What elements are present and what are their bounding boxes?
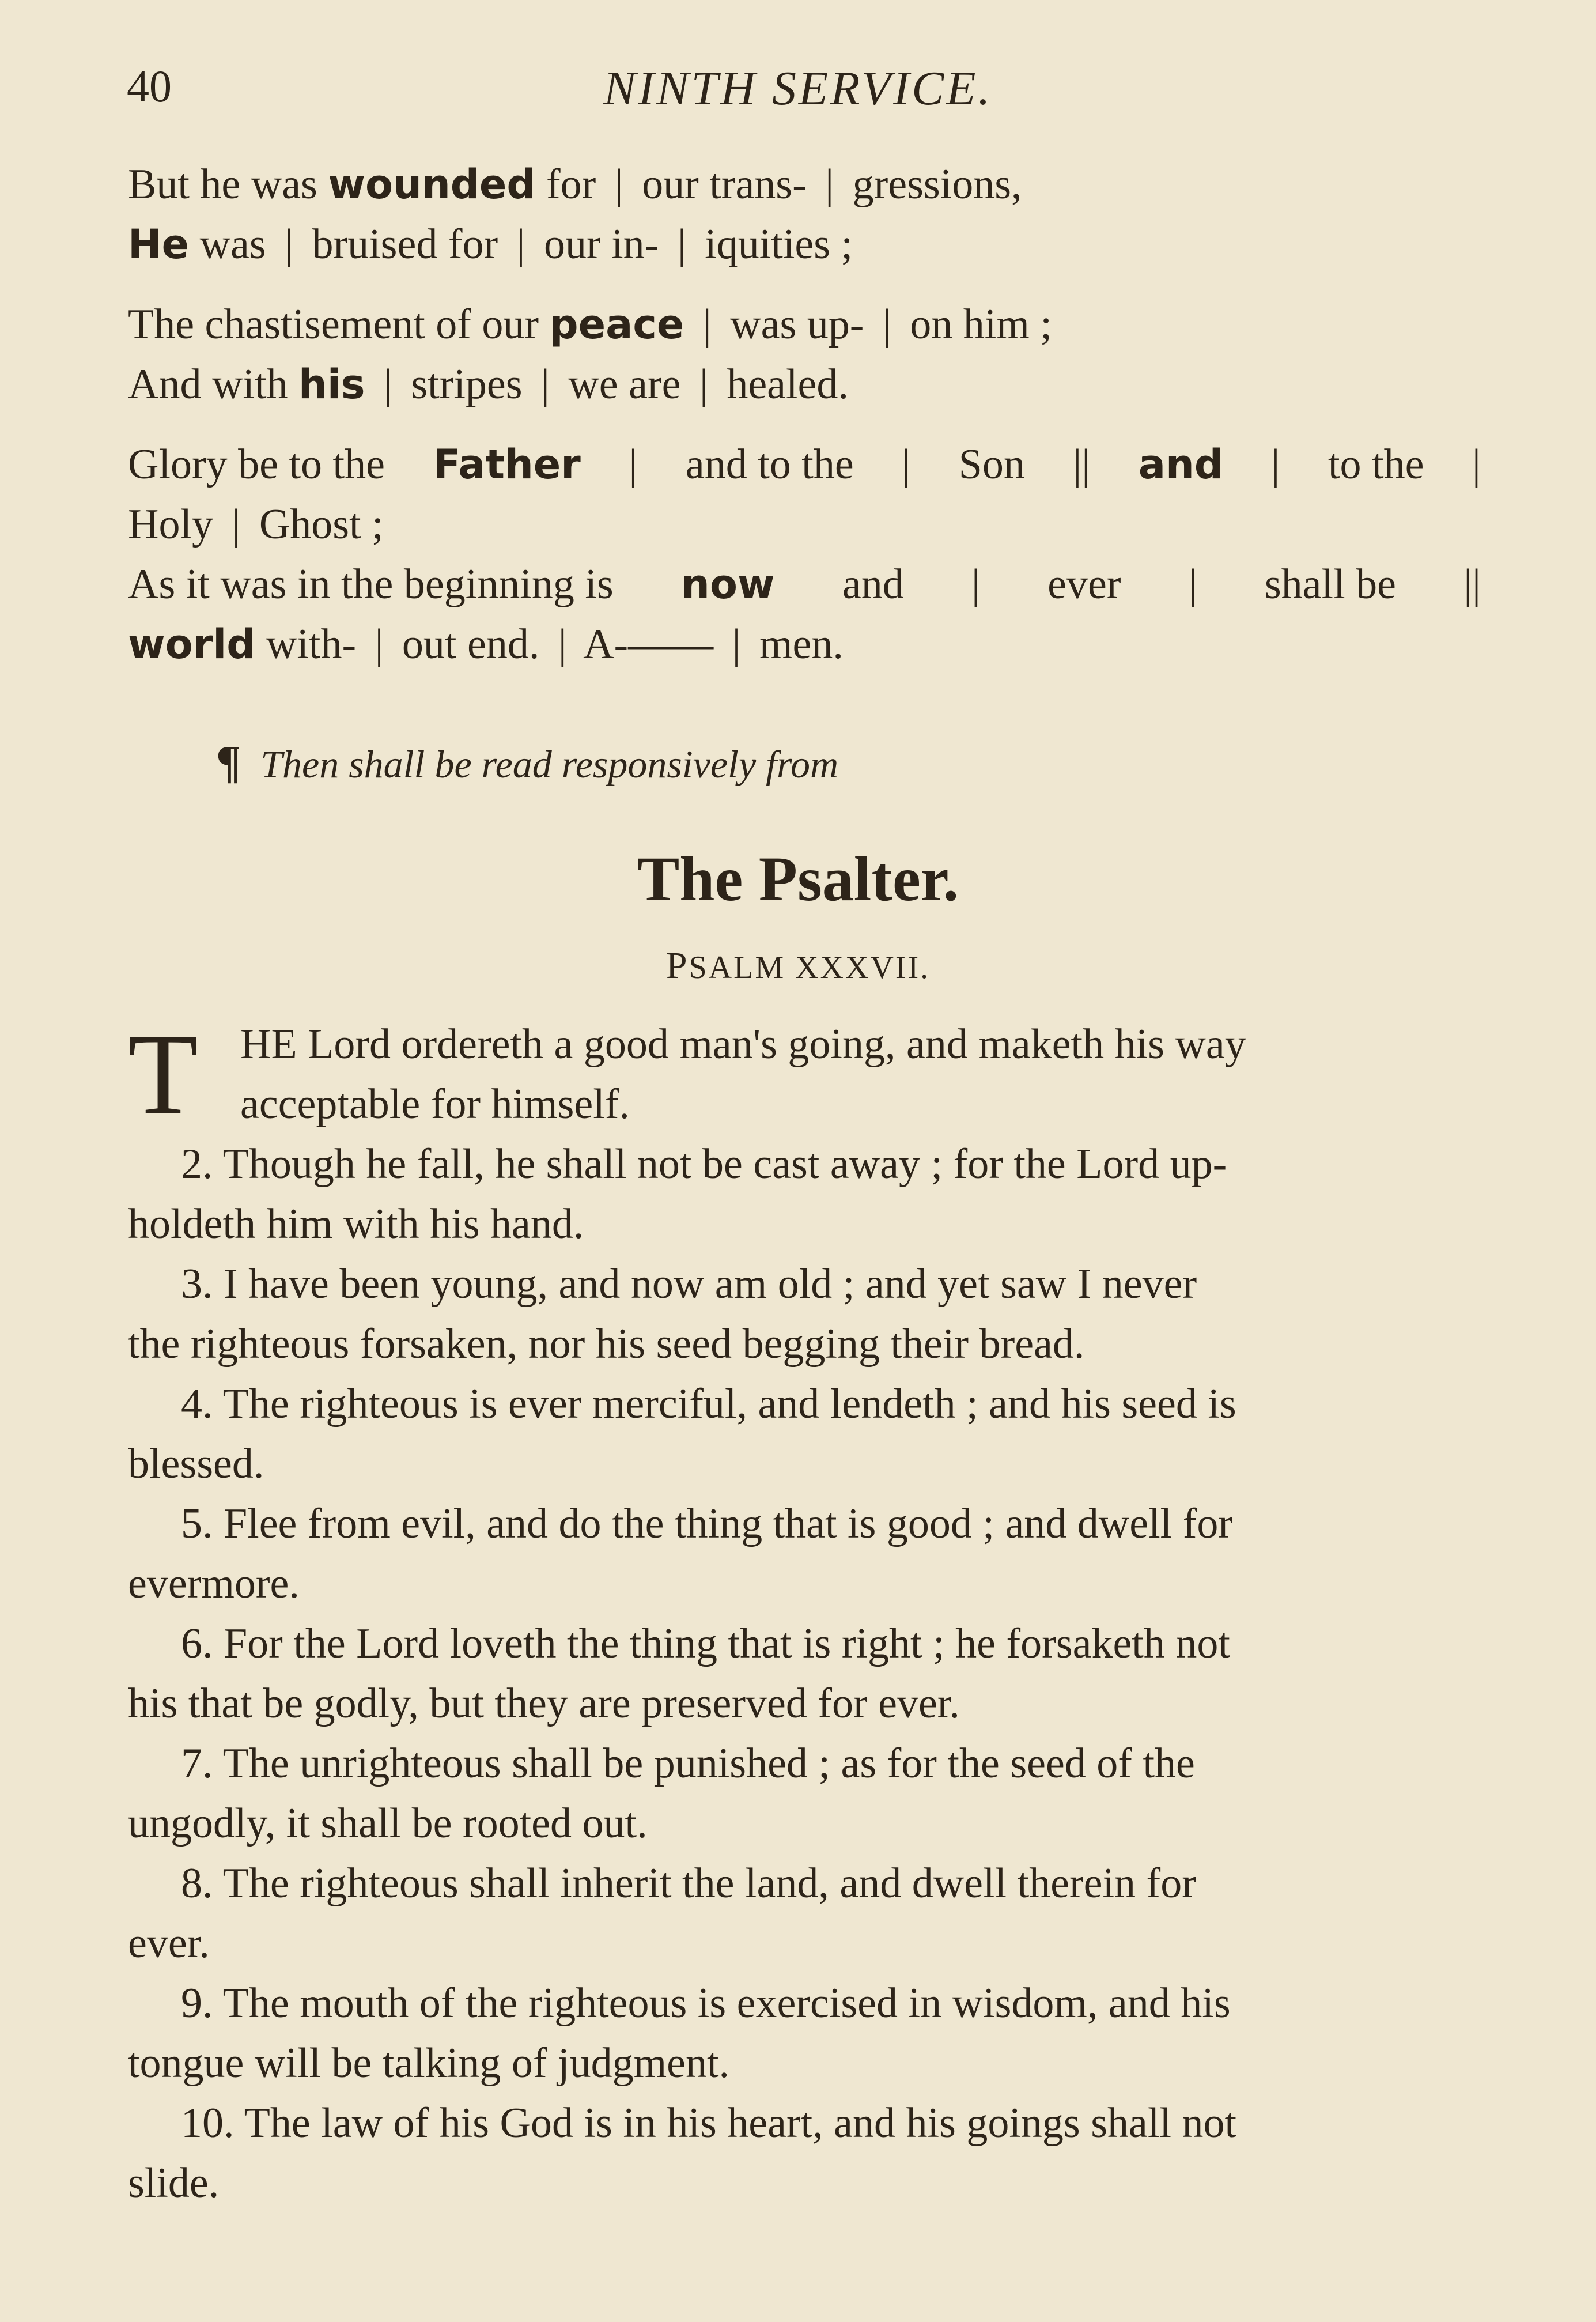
verse-line: evermore. [128,1560,300,1607]
chant-line: He was | bruised for | our in- | iquities ; [128,221,853,268]
verse-line: 6. For the Lord loveth the thing that is right ; he forsaketh not [181,1620,1230,1667]
running-header [0,61,1596,118]
chant-line: But he was wounded for | our trans- | gressions, [128,161,1022,208]
drop-cap: T [128,1011,199,1138]
chant-line: Glory be to the Father | and to the | Son || and | to the | [128,441,1481,488]
verse-line: 2. Though he fall, he shall not be cast away ; for the Lord up- [181,1141,1227,1188]
verse-line: ungodly, it shall be rooted out. [128,1800,648,1847]
verse-line: the righteous forsaken, nor his seed begging their bread. [128,1320,1085,1368]
chant-line: world with- | out end. | A-—— | men. [128,621,844,668]
verse-line: 7. The unrighteous shall be punished ; as for the seed of the [181,1740,1195,1787]
psalm-heading: PSALM XXXVII. [665,945,931,987]
verse-line: his that be godly, but they are preserved for ever. [128,1680,960,1727]
verse-line: tongue will be talking of judgment. [128,2040,730,2087]
verse-line: ever. [128,1920,210,1967]
verse-line: 10. The law of his God is in his heart, and his goings shall not [181,2100,1237,2147]
running-title: NINTH SERVICE. [603,62,993,115]
chant-line: The chastisement of our peace | was up- | on him ; [128,301,1052,348]
page-number: 40 [127,61,172,111]
section-title: The Psalter. [637,844,959,914]
chant-text [128,154,1481,674]
chant-line: Holy | Ghost ; [128,501,384,548]
verse-1: T HE Lord ordereth a good man's going, and maketh his way acceptable for himself. [128,1011,1246,1138]
rubric-text: Then shall be read responsively from [260,742,839,786]
rubric [216,737,838,789]
verse-line: 9. The mouth of the righteous is exercised in wisdom, and his [181,1980,1231,2027]
verse-line: 8. The righteous shall inherit the land, and dwell therein for [181,1860,1196,1907]
verse-line: holdeth him with his hand. [128,1200,584,1248]
verse-line: 5. Flee from evil, and do the thing that is good ; and dwell for [181,1500,1232,1547]
verse-line: 3. I have been young, and now am old ; and yet saw I never [181,1260,1197,1308]
chant-line: And with his | stripes | we are | healed. [128,361,849,408]
pilcrow-icon: ¶ [216,737,241,788]
verse-line: slide. [128,2159,220,2207]
verse-line: blessed. [128,1440,264,1487]
verse-line: 4. The righteous is ever merciful, and lendeth ; and his seed is [181,1380,1236,1428]
chant-line: As it was in the beginning is now and | ever | shall be || [128,561,1481,608]
psalm-verses [128,1011,1481,2213]
